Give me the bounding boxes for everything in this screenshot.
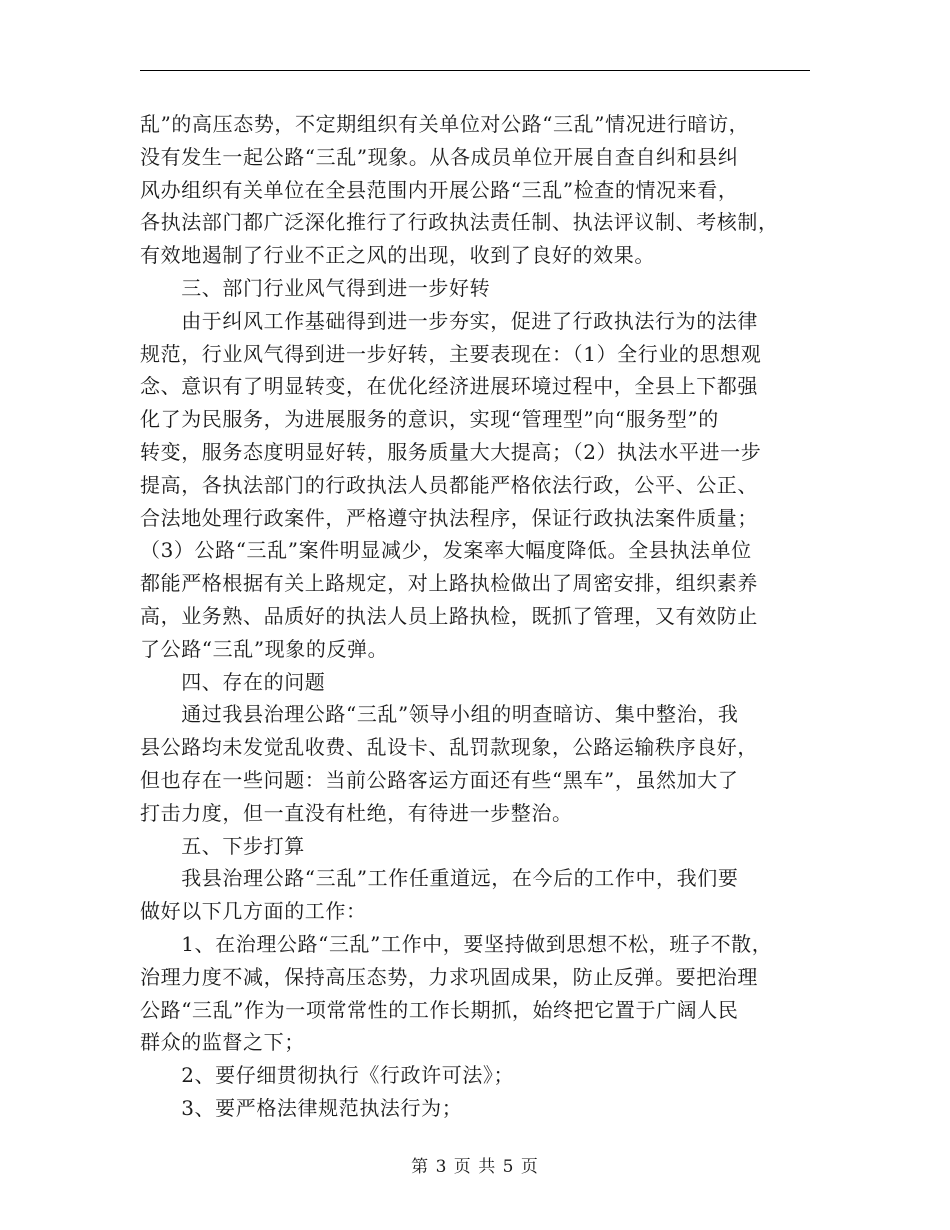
text-line: 3、要严格法律规范执法行为； — [140, 1095, 463, 1120]
text-line: 合法地处理行政案件，严格遵守执法程序，保证行政执法案件质量； — [140, 505, 758, 530]
text-line: 1、在治理公路“三乱”工作中，要坚持做到思想不松，班子不散， — [140, 931, 773, 956]
text-line: 念、意识有了明显转变，在优化经济进展环境过程中，全县上下都强 — [140, 374, 758, 399]
text-line: 没有发生一起公路“三乱”现象。从各成员单位开展自查自纠和县纠 — [140, 144, 739, 169]
text-line: 通过我县治理公路“三乱”领导小组的明查暗访、集中整治，我 — [140, 702, 739, 727]
text-line: 各执法部门都广泛深化推行了行政执法责任制、执法评议制、考核制， — [140, 210, 779, 235]
document-body — [140, 108, 820, 1125]
section-heading-4: 四、存在的问题 — [140, 669, 326, 694]
header-rule — [140, 70, 810, 71]
text-line: 治理力度不减，保持高压态势，力求巩固成果，防止反弹。要把治理 — [140, 964, 758, 989]
text-line: 高，业务熟、品质好的执法人员上路执检，既抓了管理，又有效防止 — [140, 603, 758, 628]
text-line: 公路“三乱”作为一项常常性的工作长期抓，始终把它置于广阔人民 — [140, 997, 739, 1022]
text-line: 2、要仔细贯彻执行《行政许可法》； — [140, 1063, 515, 1088]
text-line: 群众的监督之下； — [140, 1030, 305, 1055]
page-number-footer: 第 3 页 共 5 页 — [411, 1157, 539, 1177]
text-line: 打击力度，但一直没有杜绝，有待进一步整治。 — [140, 800, 573, 825]
text-line: 风办组织有关单位在全县范围内开展公路“三乱”检查的情况来看， — [140, 177, 739, 202]
section-heading-3: 三、部门行业风气得到进一步好转 — [140, 275, 491, 300]
text-line: 提高，各执法部门的行政执法人员都能严格依法行政，公平、公正、 — [140, 472, 758, 497]
text-line: 由于纠风工作基础得到进一步夯实，促进了行政执法行为的法律 — [140, 308, 758, 333]
text-line: 县公路均未发觉乱收费、乱设卡、乱罚款现象，公路运输秩序良好， — [140, 735, 758, 760]
text-line: 有效地遏制了行业不正之风的出现，收到了良好的效果。 — [140, 243, 655, 268]
text-line: 都能严格根据有关上路规定，对上路执检做出了周密安排，组织素养 — [140, 571, 758, 596]
text-line: 转变，服务态度明显好转，服务质量大大提高；（2）执法水平进一步 — [140, 439, 762, 464]
text-line: 规范，行业风气得到进一步好转，主要表现在：（1）全行业的思想观 — [140, 341, 762, 366]
text-line: 做好以下几方面的工作： — [140, 899, 367, 924]
section-heading-5: 五、下步打算 — [140, 833, 305, 858]
text-line: 了公路“三乱”现象的反弹。 — [140, 636, 389, 661]
text-line: 我县治理公路“三乱”工作任重道远，在今后的工作中，我们要 — [140, 866, 739, 891]
text-line: 乱”的高压态势，不定期组织有关单位对公路“三乱”情况进行暗访， — [140, 112, 750, 136]
text-line: 化了为民服务，为进展服务的意识，实现“管理型”向“服务型”的 — [140, 407, 719, 432]
text-line: （3）公路“三乱”案件明显减少，发案率大幅度降低。全县执法单位 — [140, 538, 752, 563]
text-line: 但也存在一些问题：当前公路客运方面还有些“黑车”，虽然加大了 — [140, 767, 739, 792]
